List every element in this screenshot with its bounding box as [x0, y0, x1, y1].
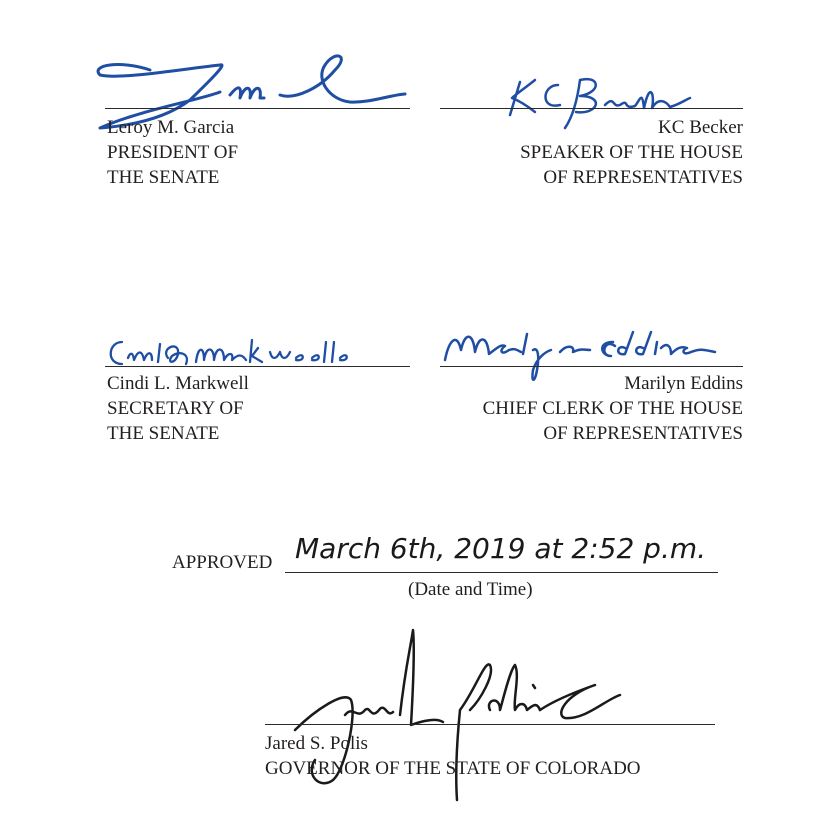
- approved-label: APPROVED: [172, 552, 273, 573]
- house-speaker-title-2: OF REPRESENTATIVES: [543, 167, 743, 188]
- signature-line-senate-secretary: [105, 366, 410, 367]
- approval-date-handwritten: March 6th, 2019 at 2:52 p.m.: [295, 532, 707, 565]
- house-clerk-title-1: CHIEF CLERK OF THE HOUSE: [482, 398, 743, 419]
- signature-governor: [275, 630, 635, 810]
- signature-line-governor: [265, 724, 715, 725]
- house-clerk-title-2: OF REPRESENTATIVES: [543, 423, 743, 444]
- house-speaker-name: KC Becker: [658, 117, 743, 138]
- senate-secretary-name: Cindi L. Markwell: [107, 373, 249, 394]
- senate-secretary-title-1: SECRETARY OF: [107, 398, 244, 419]
- signature-line-senate-president: [105, 108, 410, 109]
- signature-senate-secretary: [100, 330, 400, 375]
- senate-president-name: Leroy M. Garcia: [107, 117, 235, 138]
- governor-title: GOVERNOR OF THE STATE OF COLORADO: [265, 758, 641, 779]
- house-speaker-title-1: SPEAKER OF THE HOUSE: [520, 142, 743, 163]
- governor-name: Jared S. Polis: [265, 733, 368, 754]
- house-clerk-name: Marilyn Eddins: [624, 373, 743, 394]
- senate-secretary-title-2: THE SENATE: [107, 423, 220, 444]
- approval-line: [285, 572, 718, 573]
- approval-caption: (Date and Time): [408, 579, 533, 600]
- senate-president-title-2: THE SENATE: [107, 167, 220, 188]
- signature-line-house-clerk: [440, 366, 743, 367]
- signature-line-house-speaker: [440, 108, 743, 109]
- senate-president-title-1: PRESIDENT OF: [107, 142, 239, 163]
